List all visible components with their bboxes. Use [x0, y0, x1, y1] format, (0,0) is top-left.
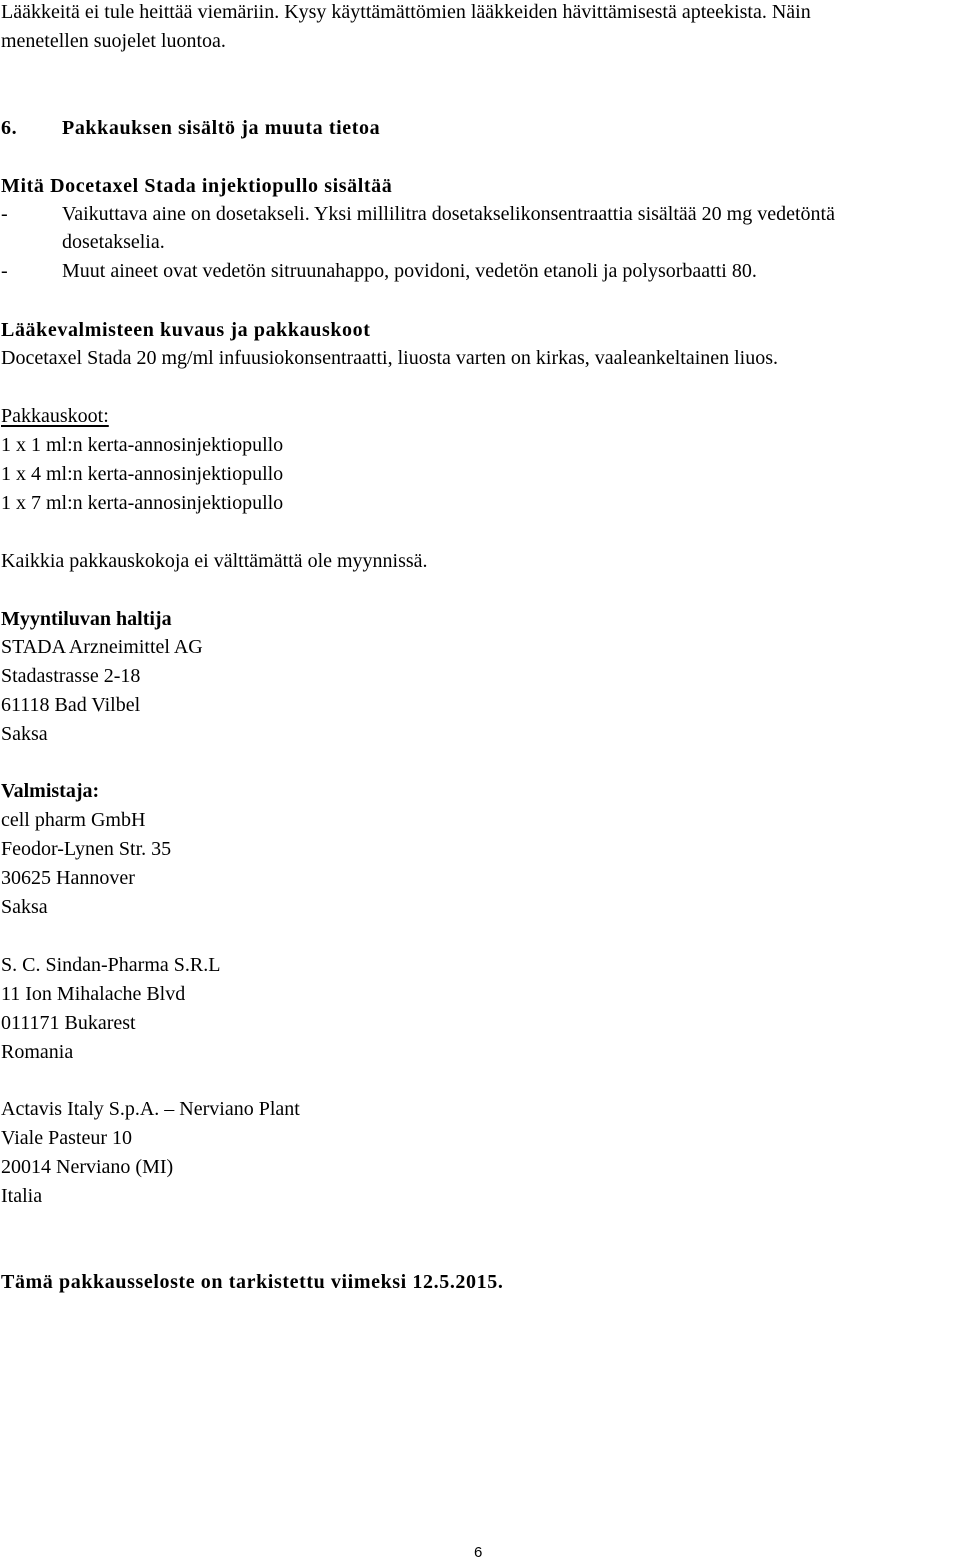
manufacturer-3-line: 20014 Nerviano (MI): [1, 1156, 174, 1178]
pack-sizes-label: Pakkauskoot:: [1, 405, 109, 427]
manufacturer-1-line: Saksa: [1, 896, 48, 918]
holder-heading: Myyntiluvan haltija: [1, 608, 172, 630]
contents-item-1-line-1: Vaikuttava aine on dosetakseli. Yksi millilitra dosetakselikonsentraattia sisältää 20 mg vedetöntä: [62, 203, 835, 225]
manufacturer-heading: Valmistaja:: [1, 780, 100, 802]
section-title: Pakkauksen sisältö ja muuta tietoa: [62, 117, 381, 139]
holder-line: STADA Arzneimittel AG: [1, 636, 203, 658]
manufacturer-2-line: 11 Ion Mihalache Blvd: [1, 983, 186, 1005]
manufacturer-2-line: Romania: [1, 1041, 74, 1063]
availability-note: Kaikkia pakkauskokoja ei välttämättä ole myynnissä.: [1, 550, 428, 572]
holder-line: 61118 Bad Vilbel: [1, 694, 141, 716]
intro-line-1: Lääkkeitä ei tule heittää viemäriin. Kysy käyttämättömien lääkkeiden hävittämisestä apteekista. Näin: [1, 1, 811, 23]
manufacturer-1-line: Feodor-Lynen Str. 35: [1, 838, 172, 860]
section-6-heading: [1, 116, 381, 140]
description-text: Docetaxel Stada 20 mg/ml infuusiokonsentraatti, liuosta varten on kirkas, vaaleankeltainen liuos.: [1, 347, 779, 369]
manufacturer-2-line: S. C. Sindan-Pharma S.R.L: [1, 954, 221, 976]
pack-size-item: 1 x 4 ml:n kerta-annosinjektiopullo: [1, 463, 284, 485]
bullet-dash: -: [1, 260, 8, 282]
contents-heading: Mitä Docetaxel Stada injektiopullo sisältää: [1, 175, 393, 197]
manufacturer-1-line: cell pharm GmbH: [1, 809, 146, 831]
manufacturer-3-line: Italia: [1, 1185, 43, 1207]
section-number: 6.: [1, 117, 18, 139]
pack-size-item: 1 x 1 ml:n kerta-annosinjektiopullo: [1, 434, 284, 456]
contents-item-1-line-2: dosetakselia.: [62, 231, 165, 253]
bullet-dash: -: [1, 203, 8, 225]
manufacturer-3-line: Viale Pasteur 10: [1, 1127, 132, 1149]
pack-size-item: 1 x 7 ml:n kerta-annosinjektiopullo: [1, 492, 284, 514]
holder-line: Stadastrasse 2-18: [1, 665, 141, 687]
description-heading: Lääkevalmisteen kuvaus ja pakkauskoot: [1, 319, 371, 341]
intro-line-2: menetellen suojelet luontoa.: [1, 30, 226, 52]
manufacturer-1-line: 30625 Hannover: [1, 867, 135, 889]
holder-line: Saksa: [1, 723, 48, 745]
manufacturer-2-line: 011171 Bukarest: [1, 1012, 136, 1034]
revision-date: Tämä pakkausseloste on tarkistettu viimeksi 12.5.2015.: [1, 1271, 504, 1293]
manufacturer-3-line: Actavis Italy S.p.A. – Nerviano Plant: [1, 1098, 300, 1120]
page-number: 6: [474, 1544, 483, 1561]
contents-item-2: Muut aineet ovat vedetön sitruunahappo, povidoni, vedetön etanoli ja polysorbaatti 80.: [62, 260, 757, 282]
